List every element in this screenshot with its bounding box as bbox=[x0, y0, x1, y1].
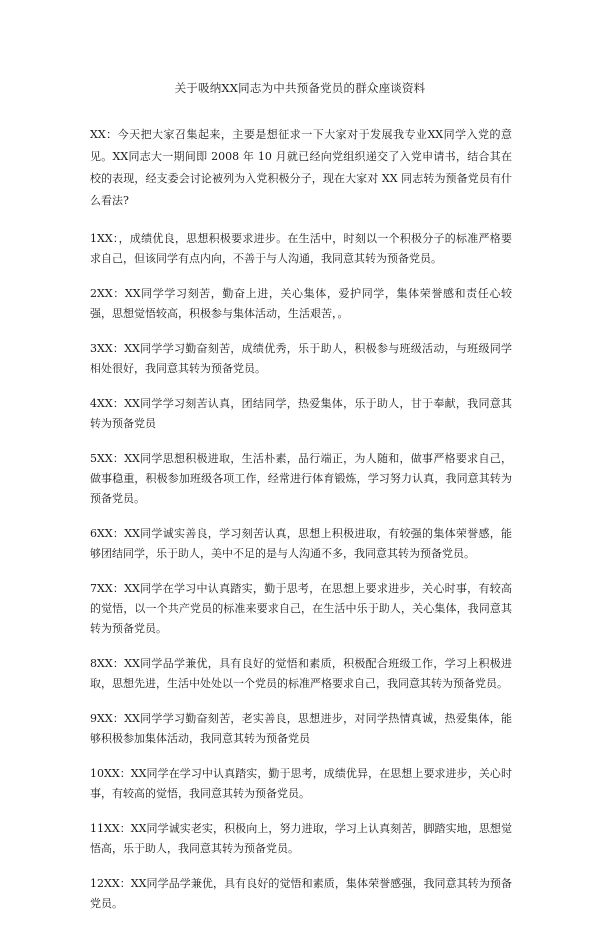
opinion-paragraph: 1XX：，成绩优良，思想积极要求进步。在生活中，时刻以一个积极分子的标准严格要求自己，但该同学有点内向，不善于与人沟通，我同意其转为预备党员。 bbox=[90, 232, 512, 265]
intro-paragraph: XX：今天把大家召集起来，主要是想征求一下大家对于发展我专业XX同学入党的意见。XX同志大一期间即 2008 年 10 月就已经向党组织递交了入党申请书，结合其在校的表现，经支委会讨论被列为入党积极分子，现在大家对 XX 同志转为预备党员有什么看法? bbox=[90, 128, 512, 207]
opinion-paragraph: 11XX：XX同学诚实老实，积极向上，努力进取，学习上认真刻苦，脚踏实地，思想觉悟高，乐于助人，我同意其转为预备党员。 bbox=[90, 822, 512, 855]
opinion-paragraph: 10XX：XX同学在学习中认真踏实，勤于思考，成绩优异，在思想上要求进步，关心时事，有较高的觉悟，我同意其转为预备党员。 bbox=[90, 767, 512, 800]
opinion-paragraph: 12XX：XX同学品学兼优，具有良好的觉悟和素质，集体荣誉感强，我同意其转为预备党员。 bbox=[90, 877, 512, 910]
opinion-paragraph: 4XX：XX同学学习刻苦认真，团结同学，热爱集体，乐于助人，甘于奉献，我同意其转为预备党员 bbox=[90, 397, 512, 430]
opinion-paragraph: 2XX：XX同学学习刻苦，勤奋上进，关心集体，爱护同学，集体荣誉感和责任心较强，思想觉悟较高，积极参与集体活动，生活艰苦，。 bbox=[90, 287, 512, 320]
opinion-paragraph: 6XX：XX同学诚实善良，学习刻苦认真，思想上积极进取，有较强的集体荣誉感，能够团结同学，乐于助人，美中不足的是与人沟通不多，我同意其转为预备党员。 bbox=[90, 527, 512, 560]
opinion-paragraph: 5XX：XX同学思想积极进取，生活朴素，品行端正，为人随和，做事严格要求自己，做事稳重，积极参加班级各项工作，经常进行体育锻炼，学习努力认真，我同意其转为预备党员。 bbox=[90, 452, 512, 505]
opinion-paragraph: 3XX：XX同学学习勤奋刻苦，成绩优秀，乐于助人，积极参与班级活动，与班级同学相处很好，我同意其转为预备党员。 bbox=[90, 342, 512, 375]
opinion-paragraph: 7XX：XX同学在学习中认真踏实，勤于思考，在思想上要求进步，关心时事，有较高的觉悟，以一个共产党员的标准来要求自己，在生活中乐于助人，关心集体，我同意其转为预备党员。 bbox=[90, 582, 512, 635]
opinion-paragraph: 8XX：XX同学品学兼优，具有良好的觉悟和素质，积极配合班级工作，学习上积极进取，思想先进，生活中处处以一个党员的标准严格要求自己，我同意其转为预备党员。 bbox=[90, 657, 512, 690]
opinion-list bbox=[90, 229, 512, 929]
document-title: 关于吸纳XX同志为中共预备党员的群众座谈资料 bbox=[174, 81, 426, 95]
opinion-paragraph: 9XX：XX同学学习勤奋刻苦，老实善良，思想进步，对同学热情真诚，热爱集体，能够积极参加集体活动，我同意其转为预备党员 bbox=[90, 712, 512, 745]
